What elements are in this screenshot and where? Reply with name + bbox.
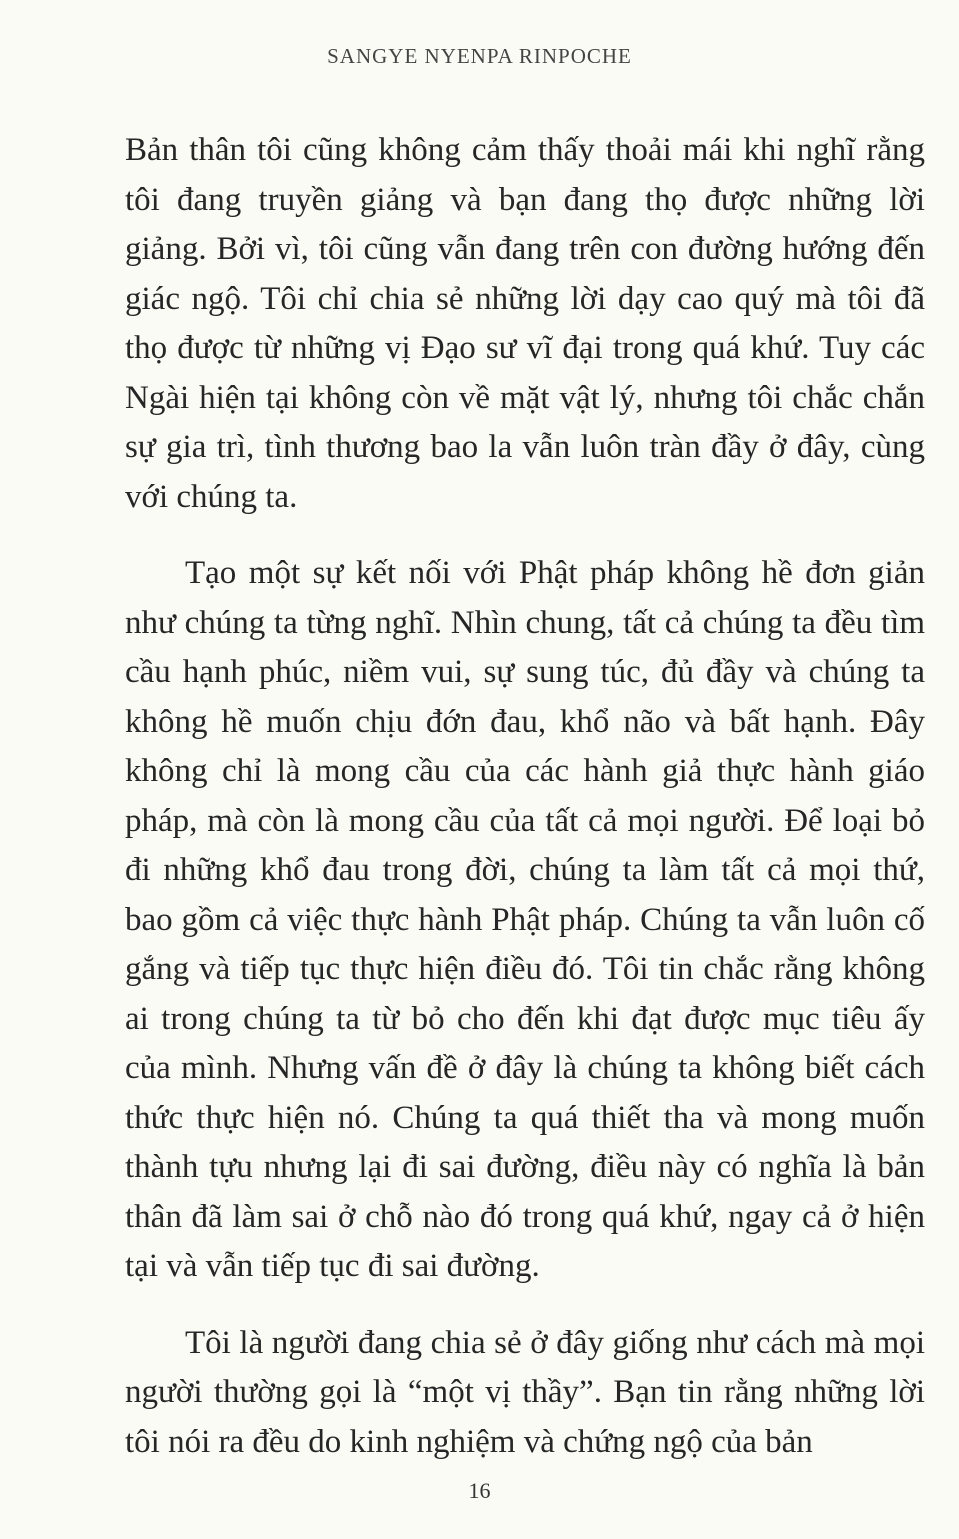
paragraph-2: Tạo một sự kết nối với Phật pháp không hề đơn giản như chúng ta từng nghĩ. Nhìn chung, tất cả chúng ta đều tìm cầu hạnh phúc, niềm vui, sự sung túc, đủ đầy và chúng ta không hề muốn chịu đớn đau, khổ não và bất hạnh. Đây không chỉ là mong cầu của các hành giả thực hành giáo pháp, mà còn là mong cầu của tất cả mọi người. Để loại bỏ đi những khổ đau trong đời, chúng ta làm tất cả mọi thứ, bao gồm cả việc thực hành Phật pháp. Chúng ta vẫn luôn cố gắng và tiếp tục thực hiện điều đó. Tôi tin chắc rằng không ai trong chúng ta từ bỏ cho đến khi đạt được mục tiêu ấy của mình. Nhưng vấn đề ở đây là chúng ta không biết cách thức thực hiện nó. Chúng ta quá thiết tha và mong muốn thành tựu nhưng lại đi sai đường, điều này có nghĩa là bản thân đã làm sai ở chỗ nào đó trong quá khứ, ngay cả ở hiện tại và vẫn tiếp tục đi sai đường. [125,555,925,1284]
body-text [125,126,925,1467]
page-number: 16 [468,1478,491,1503]
running-header: SANGYE NYENPA RINPOCHE [327,44,632,68]
paragraph-1: Bản thân tôi cũng không cảm thấy thoải mái khi nghĩ rằng tôi đang truyền giảng và bạn đang thọ được những lời giảng. Bởi vì, tôi cũng vẫn đang trên con đường hướng đến giác ngộ. Tôi chỉ chia sẻ những lời dạy cao quý mà tôi đã thọ được từ những vị Đạo sư vĩ đại trong quá khứ. Tuy các Ngài hiện tại không còn về mặt vật lý, nhưng tôi chắc chắn sự gia trì, tình thương bao la vẫn luôn tràn đầy ở đây, cùng với chúng ta. [125,132,925,515]
paragraph-3: Tôi là người đang chia sẻ ở đây giống như cách mà mọi người thường gọi là “một vị thầy”. Bạn tin rằng những lời tôi nói ra đều do kinh nghiệm và chứng ngộ của bản [125,1324,925,1460]
